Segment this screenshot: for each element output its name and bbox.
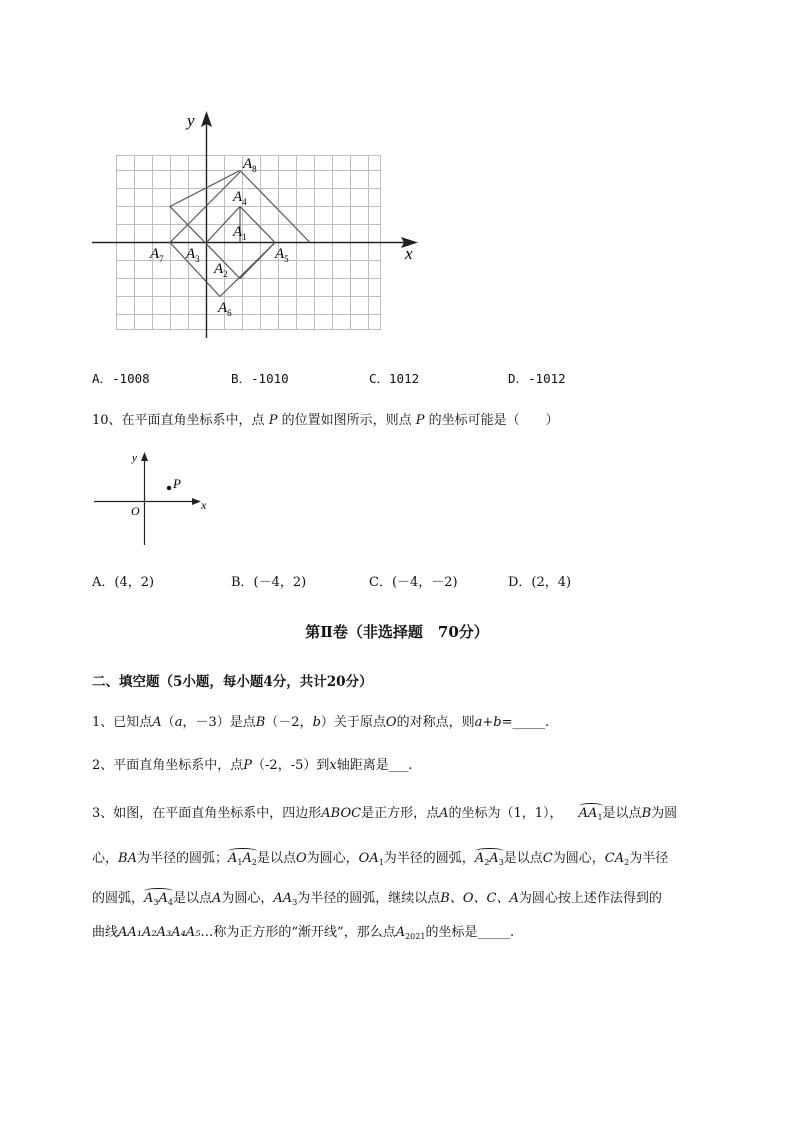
arc-a3a4: $A_3A_4$: [144, 891, 173, 907]
coordinate-figure-q10: [90, 445, 215, 550]
arc-a1a2: $A_1A_2$: [227, 851, 257, 867]
grid-figure-q9: [85, 105, 425, 340]
q10-option-b: B．(－4，2): [231, 575, 307, 590]
section2-title: 二、填空题（5小题，每小题4分，共计20分）: [92, 674, 373, 690]
q10-point-label: P: [173, 476, 181, 491]
point-label-a2: $A_2$: [214, 261, 228, 279]
q10-axes: [94, 458, 195, 545]
point-label-a8: $A_8$: [243, 156, 257, 174]
fill-question-3-line-1: 3、如图，在平面直角坐标系中，四边形ABOC是正方形，点A的坐标为（1，1）， $AA_1$是以点B为圆: [92, 806, 678, 822]
q10-x-arrow: [192, 498, 201, 505]
y-axis-label: y: [187, 111, 195, 130]
fill-question-2: 2、平面直角坐标系中，点P（-2，-5）到x轴距离是___.: [92, 758, 413, 773]
point-label-a6: $A_6$: [218, 300, 232, 318]
q9-option-d: D．-1012: [508, 371, 566, 386]
point-label-a3: $A_3$: [186, 246, 200, 264]
q9-option-a: A．-1008: [92, 371, 150, 386]
part2-title: 第Ⅱ卷（非选择题 70分）: [305, 623, 489, 641]
q10-origin-label: O: [131, 504, 140, 518]
q10-option-c: C．(－4，－2): [369, 575, 458, 590]
q10-option-d: D．(2，4): [508, 575, 572, 590]
point-label-a7: $A_7$: [150, 246, 164, 264]
axes: [92, 115, 408, 338]
point-label-a4: $A_4$: [233, 189, 247, 207]
q10-option-a: A．(4，2): [92, 575, 155, 590]
fill-question-1: 1、已知点A（a，－3）是点B（－2，b）关于原点O的对称点，则a+b=_____.: [92, 715, 550, 730]
q10-stem: 10、在平面直角坐标系中，点 P 的位置如图所示，则点 P 的坐标可能是（ ）: [92, 413, 559, 428]
q9-option-b: B．-1010: [231, 371, 289, 386]
arc-aa1: $AA_1$: [578, 806, 603, 822]
point-label-a1: $A_1$: [233, 224, 247, 242]
point-label-a5: $A_5$: [275, 246, 289, 264]
point-p-dot: [167, 486, 171, 490]
fill-question-3-line-2: 心，BA为半径的圆弧；$A_1A_2$是以点O为圆心，$OA_1$为半径的圆弧，$A_2A_3$是以点C为圆心，$CA_2$为半径: [92, 851, 669, 867]
q10-y-arrow: [141, 452, 148, 461]
x-axis-label: x: [405, 244, 413, 263]
q9-option-c: C．1012: [369, 371, 420, 386]
fill-question-3-line-4: 曲线AA₁A₂A₃A₄A₅…称为正方形的“渐开线”，那么点$A_{2021}$的坐标是_____.: [92, 925, 515, 941]
fill-question-3-line-3: 的圆弧，$A_3A_4$是以点A为圆心，$AA_3$为半径的圆弧，继续以点B、O、C、A为圆心按上述作法得到的: [92, 891, 662, 907]
q10-x-label: x: [201, 498, 207, 512]
arc-a2a3: $A_2A_3$: [474, 851, 504, 867]
q10-y-label: y: [132, 452, 137, 464]
